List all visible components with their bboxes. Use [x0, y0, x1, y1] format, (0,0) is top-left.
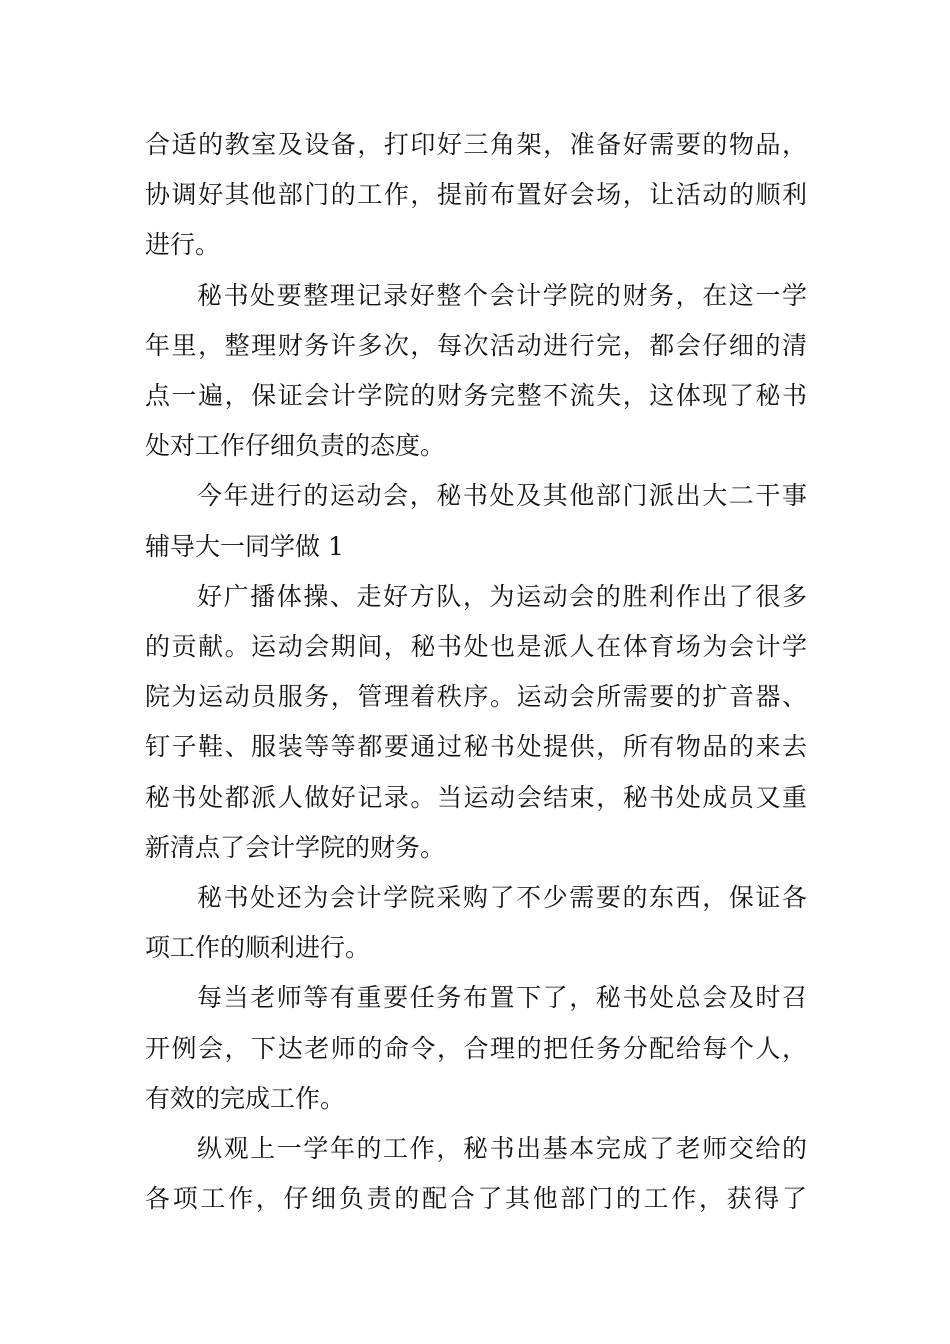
text-line: 纵观上一学年的工作，秘书出基本完成了老师交给的 [197, 1134, 807, 1164]
text-line: 今年进行的运动会，秘书处及其他部门派出大二干事 [197, 481, 807, 511]
text-line: 点一遍，保证会计学院的财务完整不流失，这体现了秘书 [145, 381, 807, 411]
text-line: 各项工作，仔细负责的配合了其他部门的工作，获得了 [145, 1184, 807, 1214]
paragraph [145, 271, 807, 472]
text-line: 每当老师等有重要任务布置下了，秘书处总会及时召 [197, 983, 807, 1013]
document-body [145, 120, 807, 1224]
text-line: 的贡献。运动会期间，秘书处也是派人在体育场为会计学 [145, 632, 807, 662]
text-line: 有效的完成工作。 [145, 1083, 346, 1113]
paragraph [145, 973, 807, 1124]
text-line: 处对工作仔细负责的态度。 [145, 431, 446, 461]
text-line: 钉子鞋、服装等等都要通过秘书处提供，所有物品的来去 [145, 732, 807, 762]
paragraph [145, 572, 807, 873]
text-line: 新清点了会计学院的财务。 [145, 832, 446, 862]
text-line: 秘书处都派人做好记录。当运动会结束，秘书处成员又重 [145, 782, 807, 812]
text-line: 协调好其他部门的工作，提前布置好会场，让活动的顺利 [145, 180, 807, 210]
text-line: 开例会，下达老师的命令，合理的把任务分配给每个人， [145, 1033, 807, 1063]
text-line: 好广播体操、走好方队，为运动会的胜利作出了很多 [197, 581, 807, 611]
text-line: 进行。 [145, 230, 221, 260]
paragraph [145, 471, 807, 571]
text-line: 辅导大一同学做 1 [145, 531, 344, 561]
paragraph [145, 120, 807, 271]
text-line: 秘书处要整理记录好整个会计学院的财务，在这一学 [197, 280, 807, 310]
text-line: 年里，整理财务许多次，每次活动进行完，都会仔细的清 [145, 330, 807, 360]
text-line: 院为运动员服务，管理着秩序。运动会所需要的扩音器、 [145, 682, 807, 712]
text-line: 项工作的顺利进行。 [145, 933, 371, 963]
text-line: 秘书处还为会计学院采购了不少需要的东西，保证各 [197, 883, 807, 913]
text-line: 合适的教室及设备，打印好三角架，准备好需要的物品， [145, 130, 807, 159]
paragraph [145, 1124, 807, 1224]
paragraph [145, 873, 807, 973]
